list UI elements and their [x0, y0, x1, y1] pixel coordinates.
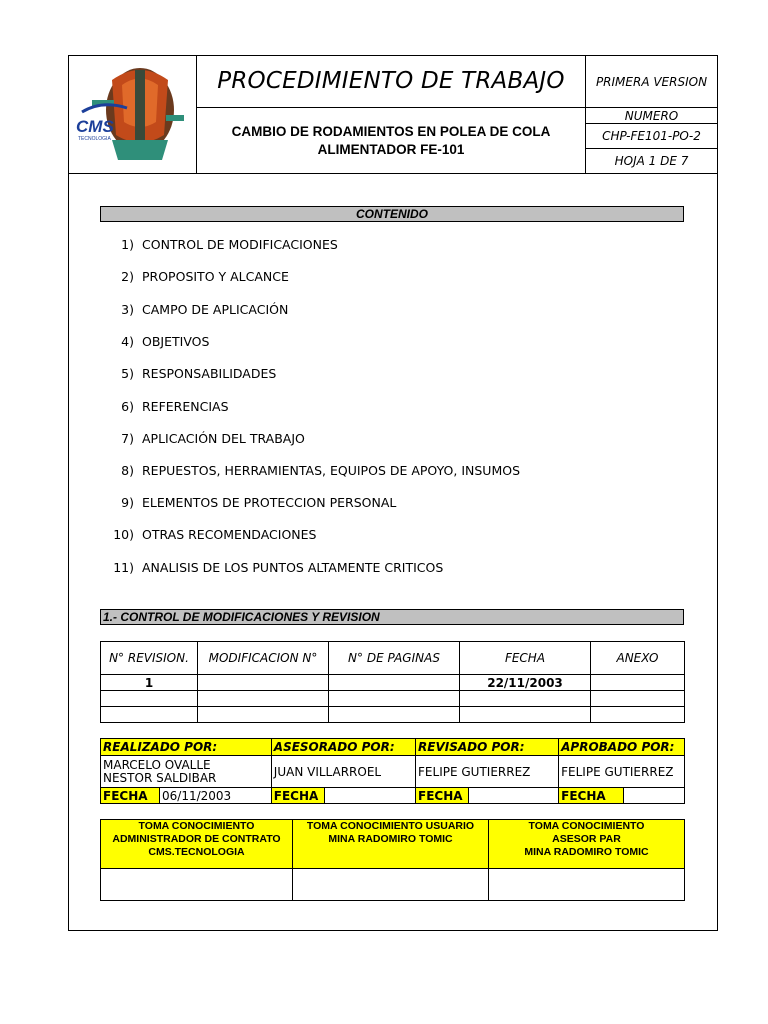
table-header-row	[101, 642, 685, 675]
section1-header: 1.- CONTROL DE MODIFICACIONES Y REVISION	[100, 609, 684, 625]
asesorado-label: ASESORADO POR:	[271, 739, 415, 756]
table-cell	[460, 691, 591, 707]
logo-text: CMS	[76, 117, 114, 136]
column-header: N° DE PAGINAS	[329, 642, 460, 675]
fecha-realizado: 06/11/2003	[160, 788, 272, 804]
table-cell	[198, 691, 329, 707]
toc-item: 6) REFERENCIAS	[121, 399, 229, 414]
toc-item: 2) PROPOSITO Y ALCANCE	[121, 269, 289, 284]
table-cell	[329, 691, 460, 707]
table-cell: 22/11/2003	[460, 675, 591, 691]
toc-item: 8) REPUESTOS, HERRAMIENTAS, EQUIPOS DE APOYO, INSUMOS	[121, 463, 521, 478]
numero-label: NUMERO	[624, 108, 679, 123]
conocimiento-asesor: TOMA CONOCIMIENTO ASESOR PAR MINA RADOMIRO TOMIC	[489, 820, 685, 869]
fecha-aprobado	[624, 788, 685, 804]
realizado-label: REALIZADO POR:	[101, 739, 272, 756]
conocimiento-table	[100, 819, 685, 901]
version-label: PRIMERA VERSION	[595, 74, 708, 89]
table-cell	[198, 707, 329, 723]
fecha-label: FECHA	[416, 788, 469, 804]
table-cell	[198, 675, 329, 691]
revisado-label: REVISADO POR:	[416, 739, 559, 756]
contenido-header: CONTENIDO	[100, 206, 684, 222]
table-cell	[329, 675, 460, 691]
sign-cell	[101, 869, 293, 901]
revision-table	[100, 641, 685, 723]
realizado-name: NESTOR SALDIBAR	[103, 770, 217, 785]
table-cell	[101, 707, 198, 723]
subtitle-line2: ALIMENTADOR FE-101	[317, 141, 465, 157]
document-title: PROCEDIMIENTO DE TRABAJO	[217, 68, 565, 94]
sign-cell	[489, 869, 685, 901]
fecha-revisado	[469, 788, 559, 804]
asesorado-name: JUAN VILLARROEL	[271, 756, 415, 788]
toc-item: 7) APLICACIÓN DEL TRABAJO	[121, 431, 305, 446]
aprobado-name: FELIPE GUTIERREZ	[559, 756, 685, 788]
hoja-label: HOJA 1 DE 7	[614, 154, 689, 168]
table-row	[101, 707, 685, 723]
toc-item: 5) RESPONSABILIDADES	[121, 366, 277, 381]
subtitle-line1: CAMBIO DE RODAMIENTOS EN POLEA DE COLA	[231, 123, 551, 139]
toc-item: 1) CONTROL DE MODIFICACIONES	[121, 237, 338, 252]
toc-item: 10) OTRAS RECOMENDACIONES	[113, 527, 317, 542]
conocimiento-admin: TOMA CONOCIMIENTO ADMINISTRADOR DE CONTRATO CMS.TECNOLOGIA	[101, 820, 293, 869]
signatures-table	[100, 738, 685, 804]
column-header: ANEXO	[591, 642, 685, 675]
table-cell	[591, 675, 685, 691]
revisado-name: FELIPE GUTIERREZ	[416, 756, 559, 788]
toc-item: 9) ELEMENTOS DE PROTECCION PERSONAL	[121, 495, 397, 510]
logo-subtext: TECNOLOGIA	[78, 136, 111, 142]
column-header: N° REVISION.	[101, 642, 198, 675]
toc-item: 4) OBJETIVOS	[121, 334, 210, 349]
fecha-label: FECHA	[271, 788, 324, 804]
fecha-asesorado	[324, 788, 415, 804]
column-header: FECHA	[460, 642, 591, 675]
table-cell	[591, 691, 685, 707]
column-header: MODIFICACION N°	[198, 642, 329, 675]
conocimiento-header-row	[101, 820, 685, 869]
signature-date-row	[101, 788, 685, 804]
document-subtitle	[197, 108, 585, 173]
header-divider	[68, 173, 718, 174]
table-cell	[460, 707, 591, 723]
realizado-names	[101, 756, 272, 788]
table-row	[101, 691, 685, 707]
toc-item: 3) CAMPO DE APLICACIÓN	[121, 302, 289, 317]
table-cell	[591, 707, 685, 723]
signature-label-row	[101, 739, 685, 756]
table-row	[101, 675, 685, 691]
sign-cell	[293, 869, 489, 901]
fecha-label: FECHA	[559, 788, 624, 804]
company-logo	[72, 60, 190, 170]
conocimiento-sign-row	[101, 869, 685, 901]
aprobado-label: APROBADO POR:	[559, 739, 685, 756]
fecha-label: FECHA	[101, 788, 160, 804]
table-cell: 1	[101, 675, 198, 691]
toc-item: 11) ANALISIS DE LOS PUNTOS ALTAMENTE CRITICOS	[113, 560, 444, 575]
table-cell	[101, 691, 198, 707]
table-cell	[329, 707, 460, 723]
realizado-name: MARCELO OVALLE	[103, 757, 211, 772]
numero-value: CHP-FE101-PO-2	[602, 129, 701, 143]
signature-name-row	[101, 756, 685, 788]
conocimiento-usuario: TOMA CONOCIMIENTO USUARIO MINA RADOMIRO TOMIC	[293, 820, 489, 869]
